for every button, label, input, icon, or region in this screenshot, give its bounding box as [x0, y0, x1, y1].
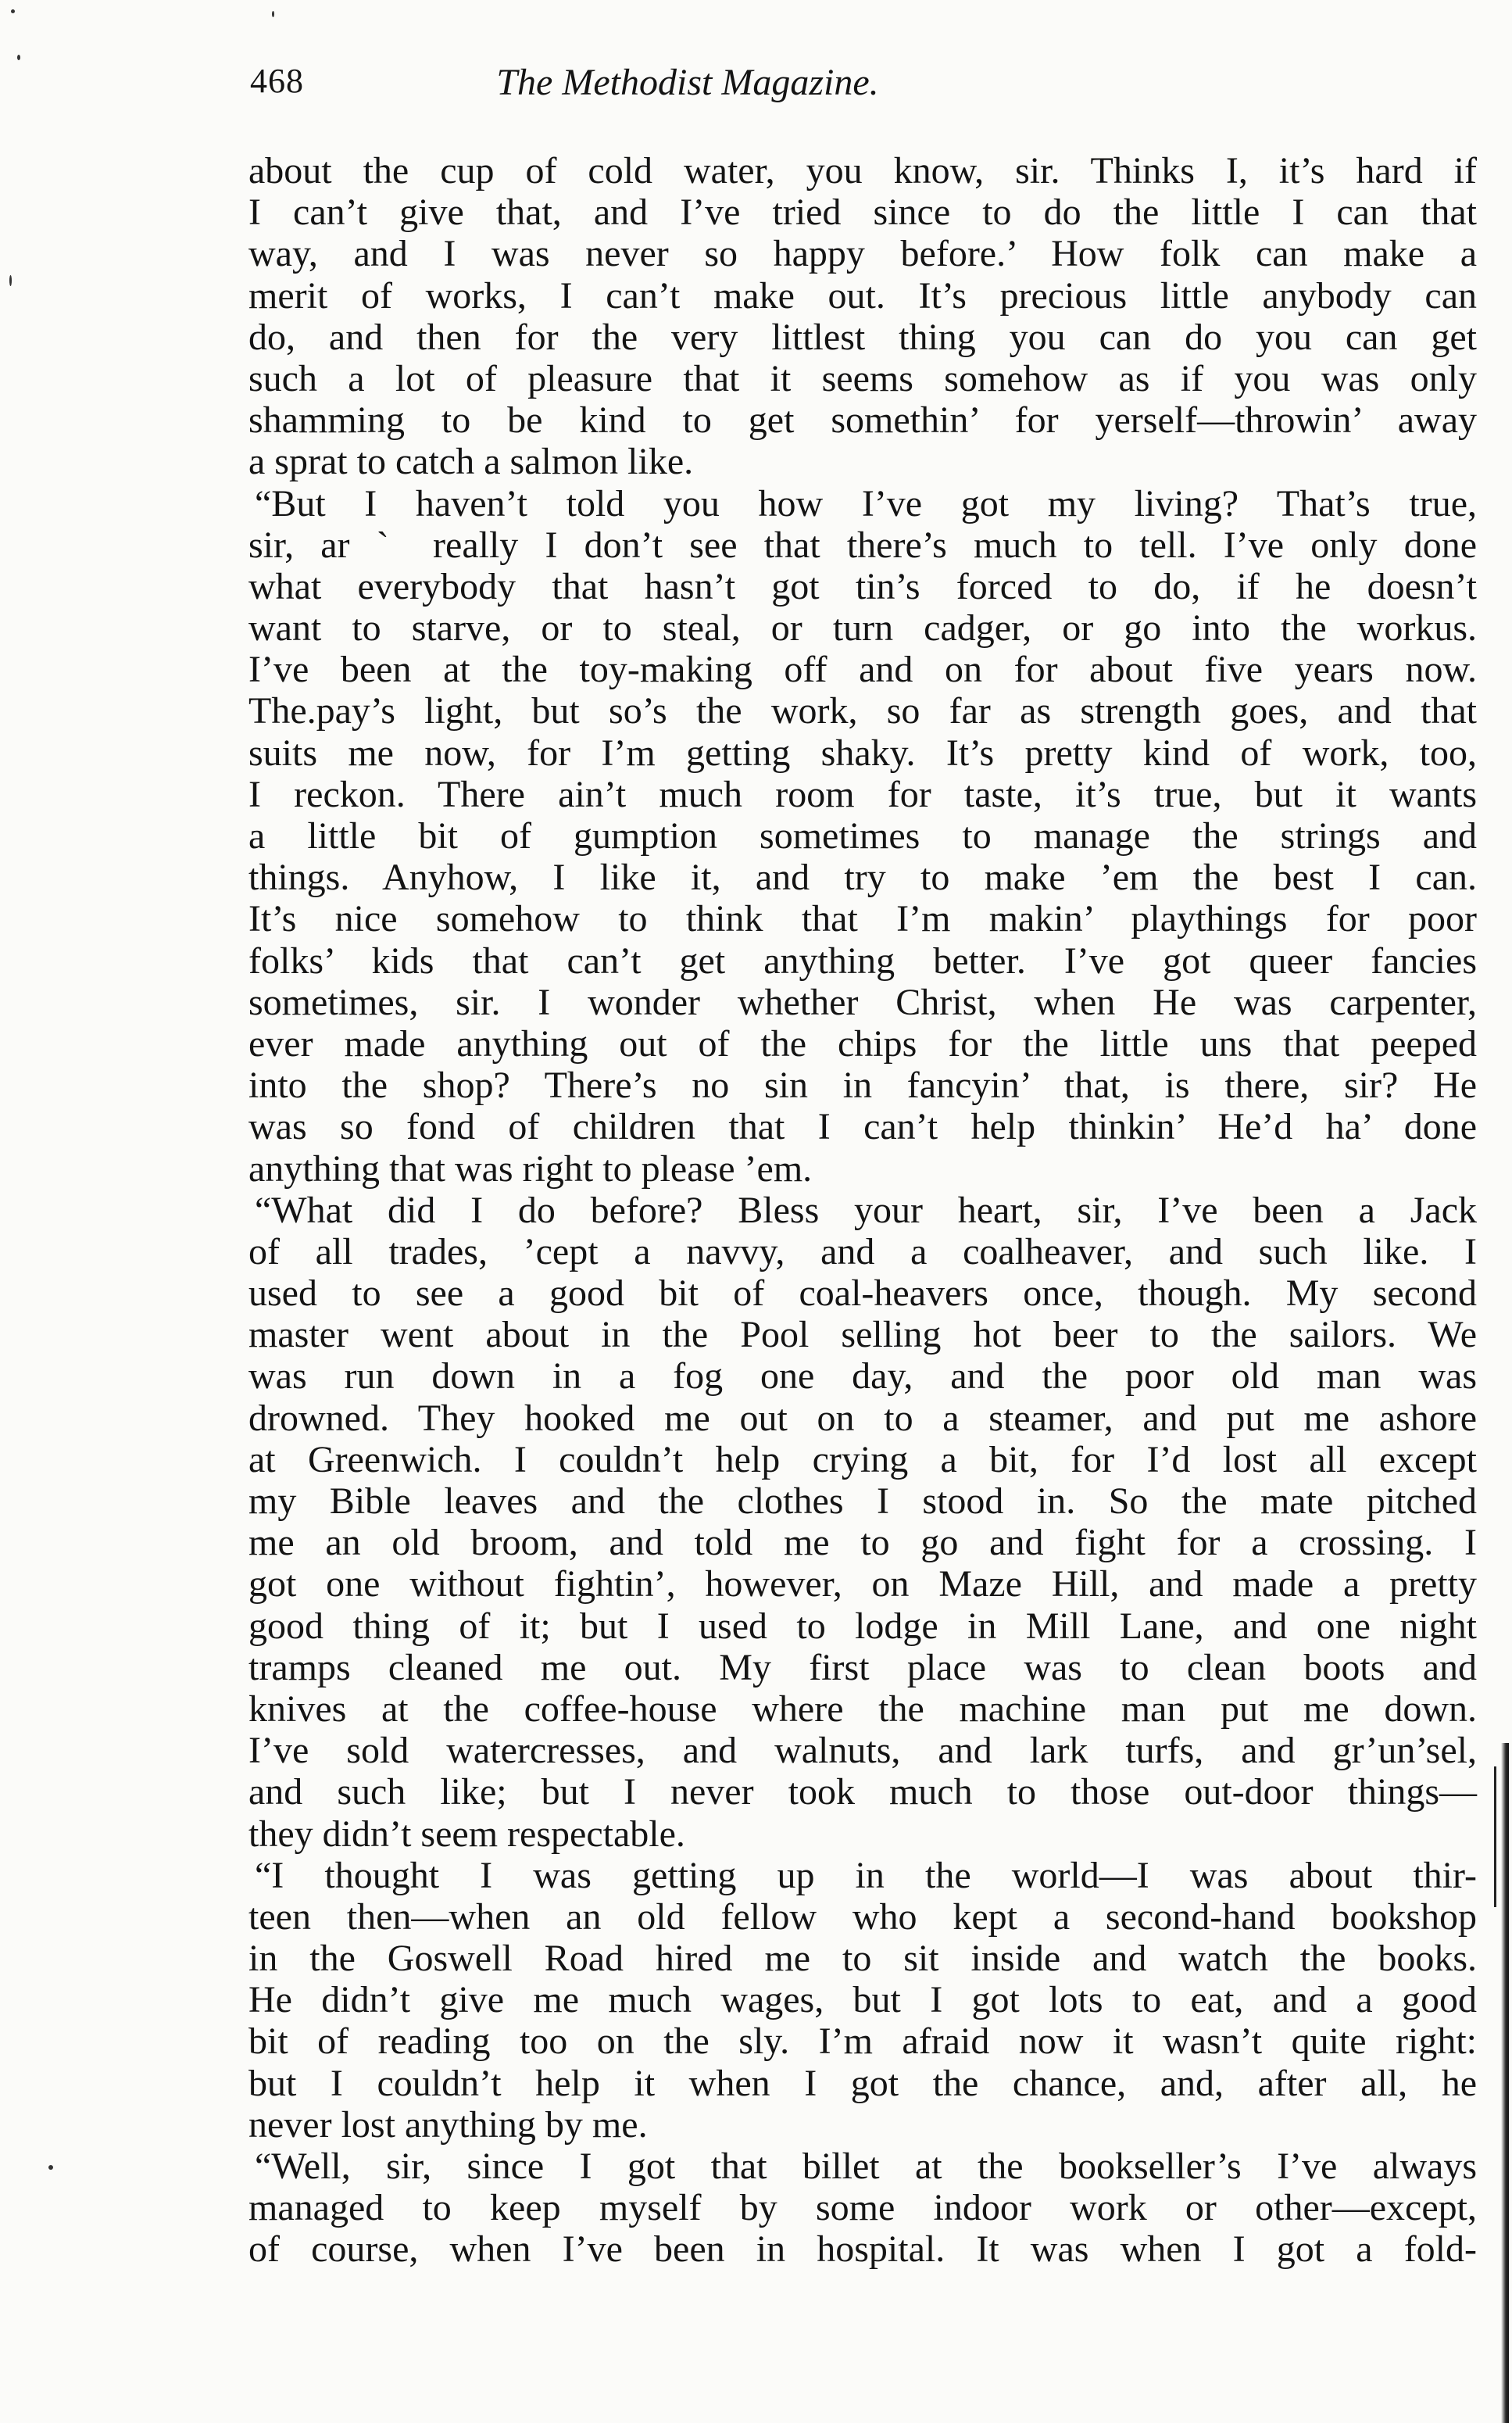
text-line: He didn’t give me much wages, but I got lots to eat, and a good: [248, 1979, 1477, 2021]
text-line: anything that was right to please ’em.: [248, 1147, 813, 1190]
text-line: ever made anything out of the chips for the little uns that peeped: [248, 1022, 1477, 1065]
text-line: got one without fightin’, however, on Maze Hill, and made a pretty: [248, 1563, 1477, 1605]
text-line: and such like; but I never took much to those out-door things—: [248, 1771, 1477, 1813]
scan-speck: [48, 2165, 53, 2170]
scan-speck: [272, 11, 274, 17]
scan-speck: [17, 55, 20, 60]
text-line: of course, when I’ve been in hospital. It was when I got a fold-: [248, 2228, 1477, 2271]
text-line: in the Goswell Road hired me to sit inside and watch the books.: [248, 1938, 1477, 1980]
text-line: “I thought I was getting up in the world—I was about thir-: [255, 1854, 1477, 1896]
text-line: never lost anything by me.: [248, 2103, 648, 2146]
text-line: a sprat to catch a salmon like.: [248, 441, 694, 483]
page-edge-line: [1494, 1766, 1496, 1907]
text-line: things. Anyhow, I like it, and try to make ’em the best I can.: [248, 857, 1477, 899]
text-line: want to starve, or to steal, or turn cadger, or go into the workus.: [248, 607, 1477, 650]
scan-speck: [9, 275, 12, 286]
text-line: what everybody that hasn’t got tin’s forced to do, if he doesn’t: [248, 565, 1477, 607]
text-line: do, and then for the very littlest thing you can do you can get: [248, 316, 1477, 358]
text-line: bit of reading too on the sly. I’m afraid now it wasn’t quite right:: [248, 2020, 1477, 2063]
article-body: [248, 150, 1477, 2271]
text-line: “What did I do before? Bless your heart, sir, I’ve been a Jack: [255, 1189, 1477, 1231]
text-line: way, and I was never so happy before.’ How folk can make a: [248, 233, 1477, 275]
text-line: shamming to be kind to get somethin’ for yerself—throwin’ away: [248, 399, 1477, 442]
text-line: sometimes, sir. I wonder whether Christ, when He was carpenter,: [248, 981, 1477, 1023]
text-line: knives at the coffee-house where the machine man put me down.: [248, 1688, 1477, 1730]
text-line: good thing of it; but I used to lodge in Mill Lane, and one night: [248, 1605, 1477, 1647]
text-line: “Well, sir, since I got that billet at the bookseller’s I’ve always: [255, 2146, 1477, 2187]
text-line: me an old broom, and told me to go and fight for a crossing. I: [248, 1522, 1477, 1564]
text-line: drowned. They hooked me out on to a steamer, and put me ashore: [248, 1397, 1477, 1439]
text-line: of all trades, ’cept a navvy, and a coalheaver, and such like. I: [248, 1230, 1477, 1272]
text-line: folks’ kids that can’t get anything better. I’ve got queer fancies: [248, 939, 1477, 982]
text-line: teen then—when an old fellow who kept a second-hand bookshop: [248, 1895, 1477, 1938]
text-line: about the cup of cold water, you know, sir. Thinks I, it’s hard if: [248, 150, 1477, 191]
text-line: but I couldn’t help it when I got the chance, and, after all, he: [248, 2062, 1477, 2104]
text-line: used to see a good bit of coal-heavers once, though. My second: [248, 1272, 1477, 1315]
scan-speck: [11, 9, 15, 13]
text-line: sir, ar ˋ really I don’t see that there’s much to tell. I’ve only done: [248, 524, 1477, 566]
text-line: was run down in a fog one day, and the poor old man was: [248, 1355, 1477, 1398]
text-line: my Bible leaves and the clothes I stood in. So the mate pitched: [248, 1480, 1477, 1522]
text-line: into the shop? There’s no sin in fancyin’ that, is there, sir? He: [248, 1065, 1477, 1107]
text-line: I’ve sold watercresses, and walnuts, and lark turfs, and gr’un’sel,: [248, 1730, 1477, 1772]
text-line: “But I haven’t told you how I’ve got my living? That’s true,: [255, 482, 1477, 524]
page-header: [250, 61, 1492, 116]
text-line: I reckon. There ain’t much room for taste, it’s true, but it wants: [248, 773, 1477, 815]
text-line: such a lot of pleasure that it seems somehow as if you was only: [248, 357, 1477, 399]
text-line: managed to keep myself by some indoor work or other—except,: [248, 2187, 1477, 2229]
text-line: I can’t give that, and I’ve tried since to do the little I can that: [248, 191, 1477, 234]
running-title: The Methodist Magazine.: [496, 62, 879, 103]
text-line: suits me now, for I’m getting shaky. It’s pretty kind of work, too,: [248, 732, 1477, 774]
text-line: I’ve been at the toy-making off and on for about five years now.: [248, 649, 1477, 691]
text-line: The.pay’s light, but so’s the work, so far as strength goes, and that: [248, 690, 1477, 732]
text-line: they didn’t seem respectable.: [248, 1813, 685, 1855]
text-line: It’s nice somehow to think that I’m makin’ playthings for poor: [248, 898, 1477, 940]
text-line: was so fond of children that I can’t help thinkin’ He’d ha’ done: [248, 1106, 1477, 1148]
text-line: tramps cleaned me out. My first place was to clean boots and: [248, 1646, 1477, 1688]
text-line: merit of works, I can’t make out. It’s precious little anybody can: [248, 274, 1477, 317]
text-line: master went about in the Pool selling hot beer to the sailors. We: [248, 1314, 1477, 1356]
text-line: at Greenwich. I couldn’t help crying a bit, for I’d lost all except: [248, 1438, 1477, 1480]
text-line: a little bit of gumption sometimes to manage the strings and: [248, 815, 1477, 857]
page-binding-shadow: [1501, 1743, 1509, 2423]
page-number: 468: [250, 62, 304, 100]
